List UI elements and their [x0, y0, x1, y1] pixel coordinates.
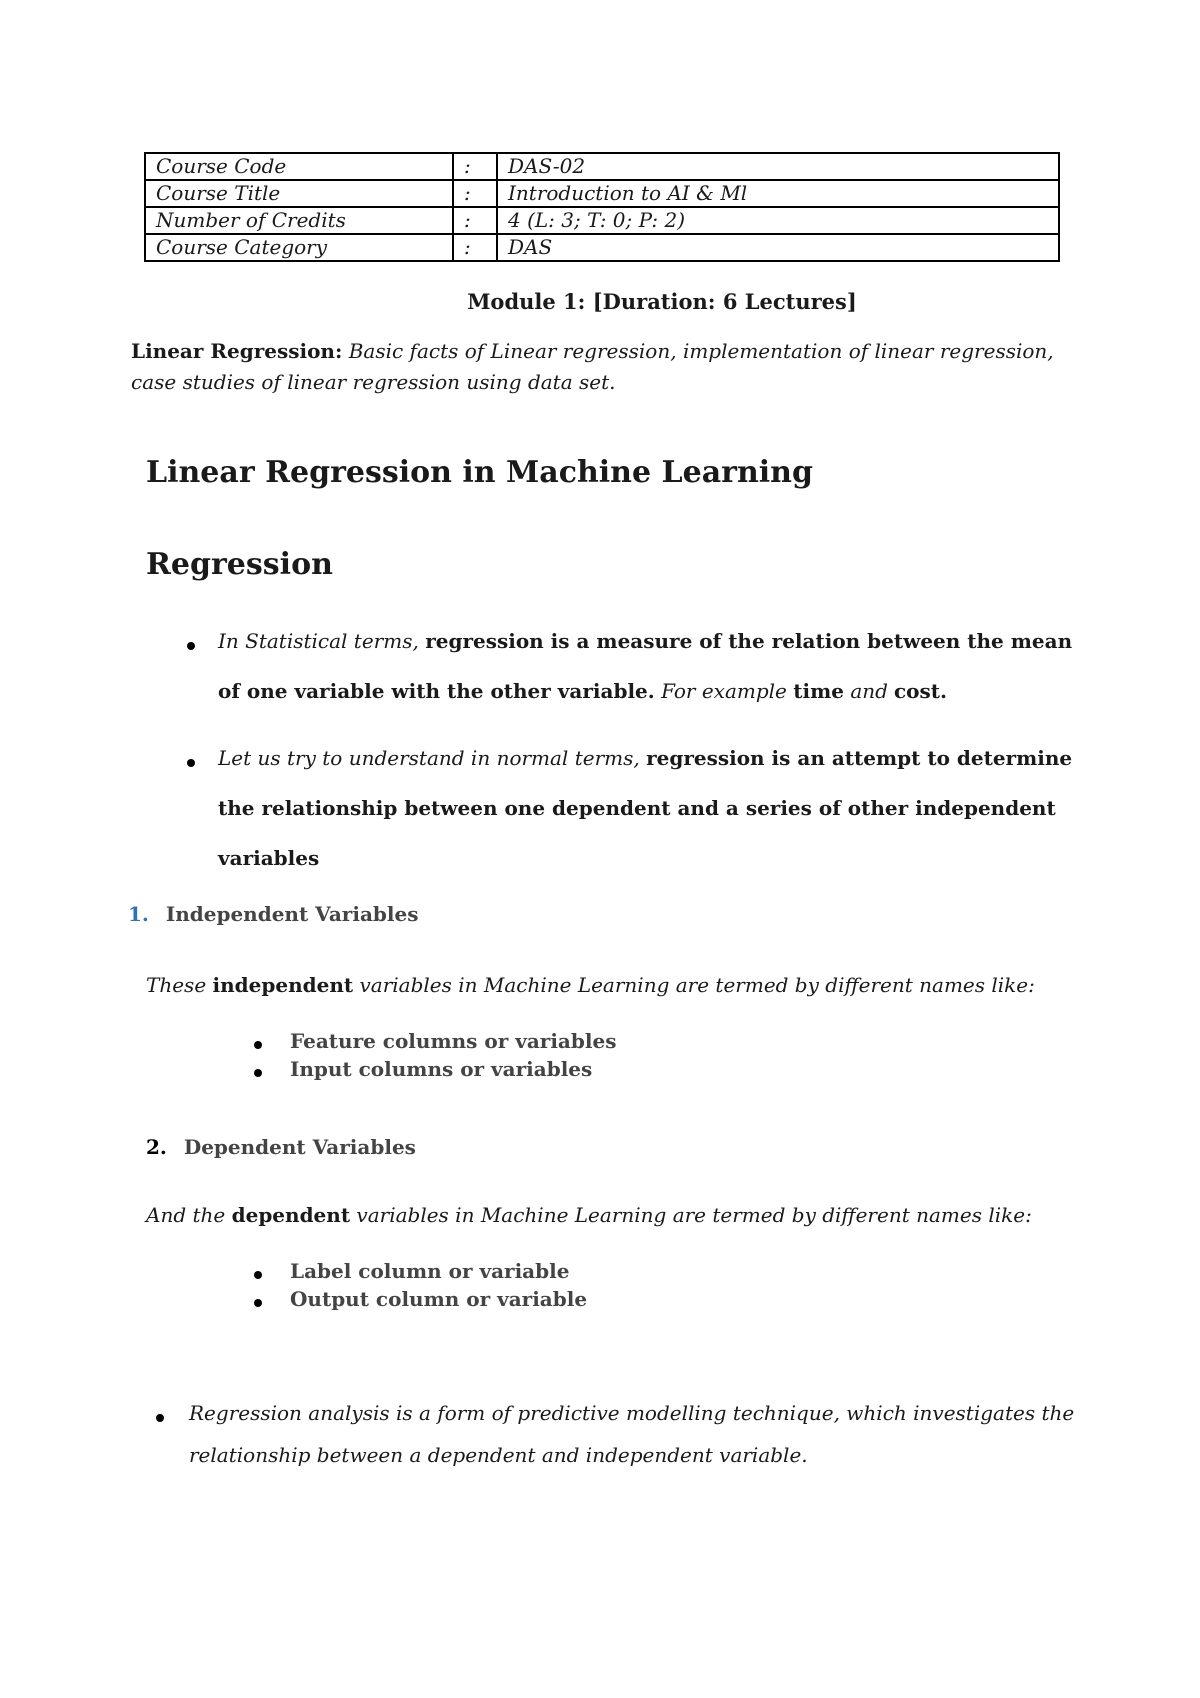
bullet-1-bold-4: cost. [893, 679, 947, 703]
bullet-icon [187, 759, 195, 767]
separator: : [453, 153, 497, 180]
intro-italic: And the [146, 1203, 226, 1227]
section-title: Dependent Variables [183, 1135, 416, 1159]
bullet-icon [254, 1299, 262, 1307]
intro-label: Linear Regression: [131, 339, 343, 363]
table-row [145, 180, 1059, 207]
course-info-table [144, 152, 1060, 262]
intro-italic: These [146, 973, 207, 997]
course-code-label: Course Code [145, 153, 453, 180]
course-category-label: Course Category [145, 234, 453, 261]
bullet-icon [254, 1069, 262, 1077]
bullet-icon [156, 1414, 164, 1422]
bullet-3-line-1 [189, 1401, 1074, 1425]
credits-label: Number of Credits [145, 207, 453, 234]
bullet-1-line-2 [218, 679, 947, 703]
section-number: 1. [128, 902, 149, 926]
bullet-1-bold-text: regression is a measure of the relation between the mean [425, 629, 1073, 653]
section-number: 2. [146, 1135, 167, 1159]
bullet-1-italic-3: and [850, 679, 888, 703]
bullet-2-bold-2: the relationship between one dependent and a series of other independent [218, 796, 1056, 820]
bullet-3-line-2 [189, 1443, 808, 1467]
bullet-icon [254, 1041, 262, 1049]
bullet-3-text: Regression analysis is a form of predictive modelling technique, which investigates the [189, 1401, 1075, 1425]
independent-intro [146, 973, 1035, 997]
bullet-icon [187, 642, 195, 650]
table-row [145, 207, 1059, 234]
list-item: Label column or variable [290, 1259, 570, 1283]
dependent-variables-heading [146, 1135, 416, 1159]
course-title-label: Course Title [145, 180, 453, 207]
bullet-2-italic-lead: Let us try to understand in normal terms, [218, 746, 640, 770]
heading-main: Linear Regression in Machine Learning [146, 455, 813, 490]
intro-bold: independent [212, 973, 354, 997]
bullet-1-italic-lead: In Statistical terms, [218, 629, 419, 653]
bullet-2-bold-text: regression is an attempt to determine [646, 746, 1073, 770]
table-row [145, 234, 1059, 261]
section-title: Independent Variables [165, 902, 419, 926]
list-item: Feature columns or variables [290, 1029, 617, 1053]
intro-italic: variables in Machine Learning are termed by different names like: [359, 973, 1035, 997]
bullet-1-bold-2: of one variable with the other variable. [218, 679, 655, 703]
list-item: Input columns or variables [290, 1057, 593, 1081]
bullet-2-line-3 [218, 846, 319, 870]
intro-line-1: Basic facts of Linear regression, implementation of linear regression, [348, 339, 1054, 363]
bullet-2-line-1 [218, 746, 1072, 770]
bullet-1-bold-3: time [793, 679, 844, 703]
intro-bold: dependent [231, 1203, 351, 1227]
linear-regression-intro [131, 336, 1054, 398]
course-category-value: DAS [497, 234, 1059, 261]
dependent-intro [146, 1203, 1032, 1227]
intro-italic: variables in Machine Learning are termed by different names like: [356, 1203, 1032, 1227]
bullet-2-bold-3: variables [218, 846, 320, 870]
intro-line-2: case studies of linear regression using data set. [131, 370, 616, 394]
separator: : [453, 207, 497, 234]
course-title-value: Introduction to AI & Ml [497, 180, 1059, 207]
independent-variables-heading [128, 902, 418, 926]
list-item: Output column or variable [290, 1287, 588, 1311]
separator: : [453, 180, 497, 207]
course-code-value: DAS-02 [497, 153, 1059, 180]
bullet-2-line-2 [218, 796, 1056, 820]
bullet-3-text: relationship between a dependent and independent variable. [189, 1443, 808, 1467]
module-title: Module 1: [Duration: 6 Lectures] [467, 289, 857, 314]
separator: : [453, 234, 497, 261]
bullet-1-line-1 [218, 629, 1072, 653]
credits-value: 4 (L: 3; T: 0; P: 2) [497, 207, 1059, 234]
bullet-1-italic-2: For example [661, 679, 787, 703]
heading-regression: Regression [146, 547, 333, 582]
table-row [145, 153, 1059, 180]
bullet-icon [254, 1271, 262, 1279]
